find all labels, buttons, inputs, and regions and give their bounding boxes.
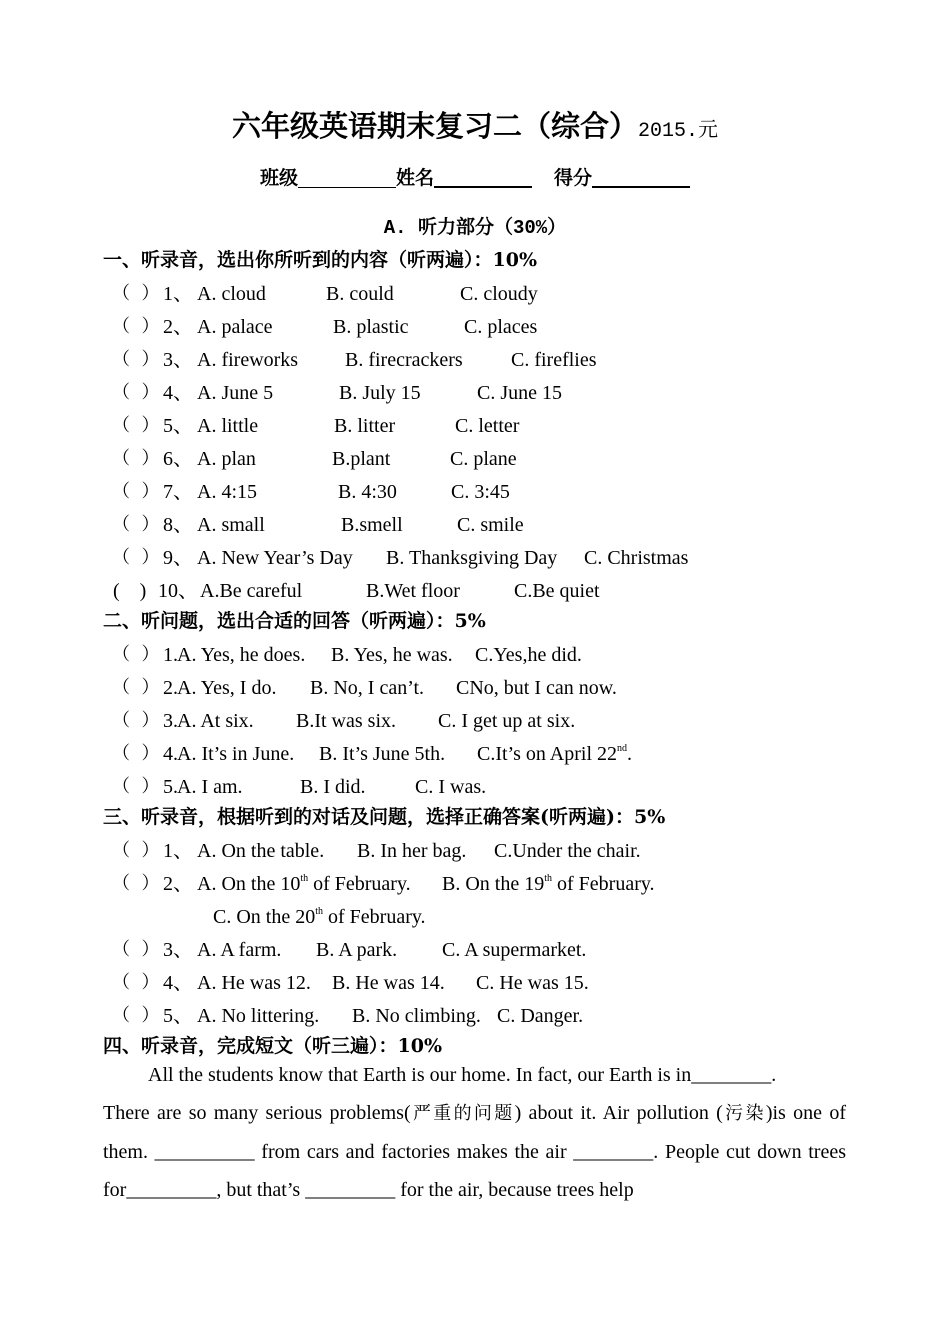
answer-bracket[interactable]: （ ）: [112, 677, 160, 698]
answer-bracket[interactable]: （ ）: [112, 1005, 160, 1026]
student-info-line: [0, 163, 950, 190]
answer-bracket[interactable]: （ ）: [112, 873, 160, 894]
answer-bracket[interactable]: （ ）: [112, 939, 160, 960]
name-label: 姓名: [395, 167, 434, 189]
section-1-heading: 一、听录音，选出你所听到的内容（听两遍）：10%: [103, 249, 537, 271]
answer-bracket[interactable]: （ ）: [112, 448, 160, 469]
answer-bracket[interactable]: （ ）: [112, 972, 160, 993]
answer-bracket[interactable]: （ ）: [112, 382, 160, 403]
answer-bracket[interactable]: ( ): [113, 580, 147, 602]
class-blank[interactable]: [298, 167, 396, 188]
title-date: 2015.元: [638, 120, 719, 143]
answer-bracket[interactable]: （ ）: [112, 776, 160, 797]
answer-bracket[interactable]: （ ）: [112, 644, 160, 665]
page-title: [0, 104, 950, 145]
class-label: 班级: [259, 167, 298, 189]
answer-bracket[interactable]: （ ）: [112, 349, 160, 370]
score-blank[interactable]: [592, 166, 690, 188]
cloze-passage: [103, 1056, 846, 1209]
passage-line-1: All the students know that Earth is our home. In fact, our Earth is in________.: [148, 1064, 777, 1086]
answer-bracket[interactable]: （ ）: [112, 840, 160, 861]
name-blank[interactable]: [434, 166, 532, 188]
answer-bracket[interactable]: （ ）: [112, 514, 160, 535]
score-label: 得分: [554, 167, 593, 189]
answer-bracket[interactable]: （ ）: [112, 710, 160, 731]
answer-bracket[interactable]: （ ）: [112, 415, 160, 436]
answer-bracket[interactable]: （ ）: [112, 743, 160, 764]
worksheet-page: 六年级英语期末复习二（综合）2015.元 班级 姓名 得分 A. 听力部分（30%） 一、听录音，选出你所听到的内容（听两遍）：10% （ ） 1、 A. cloud B. could C. cloudy （ ） 2、 A. palace B. plastic C. places （ ） 3、 A. fireworks B. firecrackers C. fireflies （ ） 4、 A. June 5 B. July 15 C. June 15 （ ） 5、 A. little B. litter C. letter （ ） 6、 A. plan B.plant C. plane （ ） 7、 A. 4:15 B. 4:30 C. 3:45 （ ） 8、 A. small B.smell C. smile （ ） 9、 A. New Year’s Day B. Thanksgiving Day C. Christmas ( ) 10、 A.Be careful B.Wet floor C.Be quiet 二、听问题，选出合适的回答（听两遍）：5% （ ） 1. A. Yes, he does. B. Yes, he was. C.Yes,he did. （ ） 2. A. Yes, I do. B. No, I can’t. CNo, but I can now. （ ） 3. A. At six. B.It was six. C. I get up at six. （ ） 4. A. It’s in June. B. It’s June 5th. C.It’s on April 22nd. （ ） 5. A. I am. B. I did. C. I was. 三、听录音，根据听到的对话及问题，选择正确答案(听两遍)：5% （ ） 1、 A. On the table. B. In her bag. C.Under the chair. （ ） 2、 A. On the 10th of February. B. On the 19th of February. C. On the 20th of February. （ ） 3、 A. A farm. B. A park. C. A supermarket. （ ） 4、 A. He was 12. B. He was 14. C. He was 15. （ ） 5、 A. No littering. B. No climbing. C. Danger. 四、听录音，完成短文（听三遍）：10% All the students know that Earth is our home. In fact, our Earth is in________. There are so many serious problems(严重的问题) about it. Air pollution (污染)is one of them. __________ from cars and factories makes the air ________. People cut down trees for_________, but that’s _________ for the air, because trees help: [0, 0, 950, 1342]
section-3-heading: 三、听录音，根据听到的对话及问题，选择正确答案(听两遍)：5%: [103, 806, 666, 828]
section-4-heading: 四、听录音，完成短文（听三遍）：10%: [103, 1035, 442, 1057]
answer-bracket[interactable]: （ ）: [112, 547, 160, 568]
answer-bracket[interactable]: （ ）: [112, 316, 160, 337]
answer-bracket[interactable]: （ ）: [112, 481, 160, 502]
answer-bracket[interactable]: （ ）: [112, 283, 160, 304]
section-2-heading: 二、听问题，选出合适的回答（听两遍）：5%: [103, 610, 486, 632]
part-a-title: A. 听力部分（30%）: [383, 217, 567, 239]
title-text: 六年级英语期末复习二（综合）: [231, 109, 638, 143]
passage-body: There are so many serious problems(严重的问题) about it. Air pollution (污染)is one of them. __________ from cars and factories makes the air ________. People cut down trees for_________, but that’s _________ for the air, because trees help: [103, 1102, 846, 1201]
